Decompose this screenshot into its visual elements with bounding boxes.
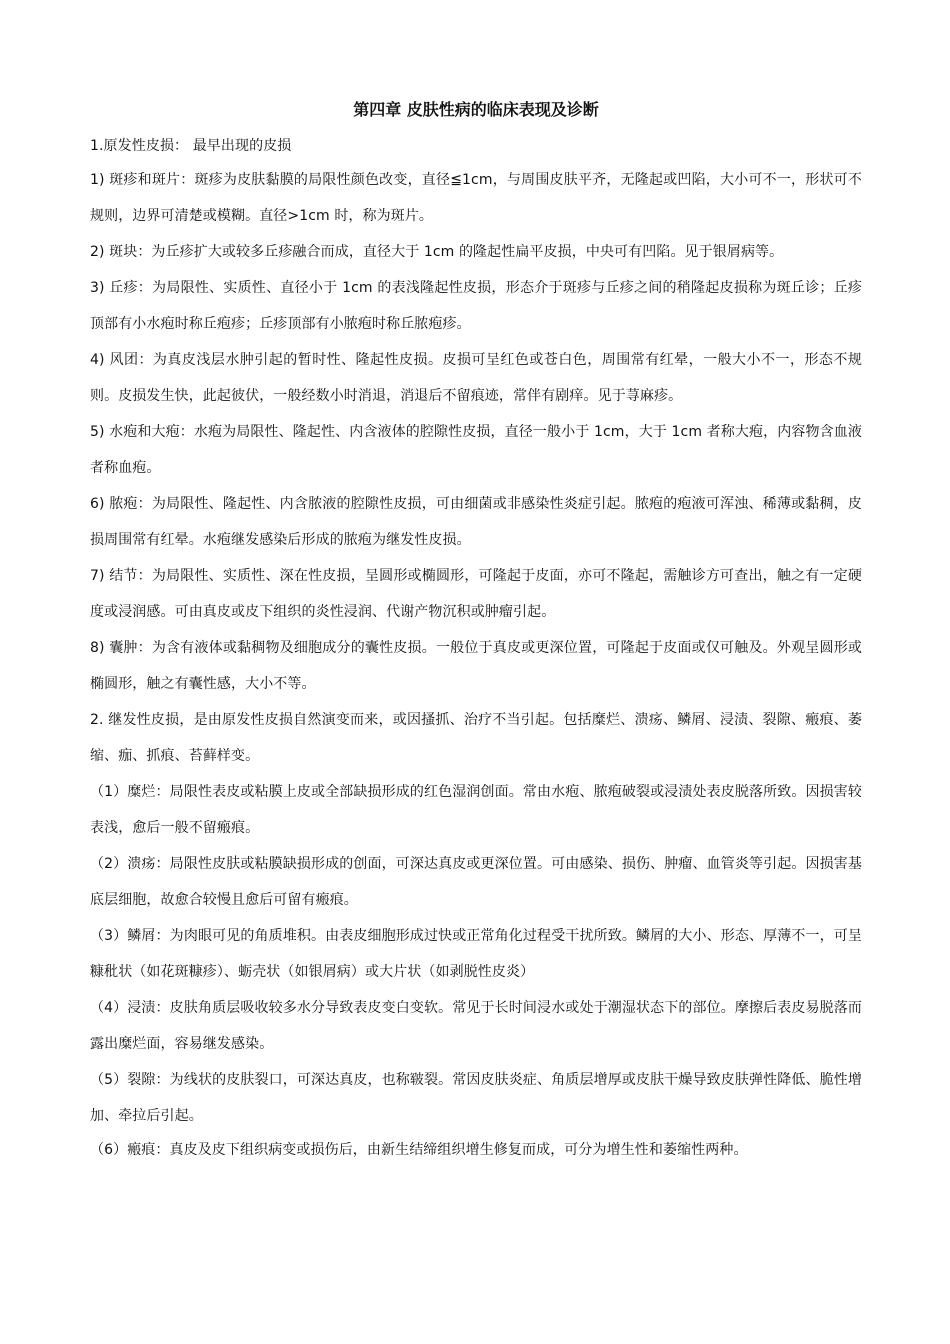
paragraph-pustule: 6) 脓疱：为局限性、隆起性、内含脓液的腔隙性皮损，可由细菌或非感染性炎症引起。脓疱的疱液可浑浊、稀薄或黏稠，皮损周围常有红晕。水疱继发感染后形成的脓疱为继发性皮损。 xyxy=(90,496,862,548)
paragraph-plaque: 2) 斑块：为丘疹扩大或较多丘疹融合而成，直径大于 1cm 的隆起性扁平皮损，中央可有凹陷。见于银屑病等。 xyxy=(90,244,784,260)
paragraph-nodule: 7) 结节：为局限性、实质性、深在性皮损，呈圆形或椭圆形，可隆起于皮面，亦可不隆起，需触诊方可查出，触之有一定硬度或浸润感。可由真皮或皮下组织的炎性浸润、代谢产物沉积或肿瘤引起。 xyxy=(90,568,862,620)
section-heading-primary: 1.原发性皮损： 最早出现的皮损 xyxy=(90,138,292,154)
section-heading-secondary: 2. 继发性皮损，是由原发性皮损自然演变而来，或因搔抓、治疗不当引起。包括糜烂、溃疡、鳞屑、浸渍、裂隙、瘢痕、萎缩、痂、抓痕、苔藓样变。 xyxy=(90,712,862,764)
paragraph-wheal: 4) 风团：为真皮浅层水肿引起的暂时性、隆起性皮损。皮损可呈红色或苍白色，周围常有红晕，一般大小不一，形态不规则。皮损发生快，此起彼伏，一般经数小时消退，消退后不留痕迹，常伴有剧痒。见于荨麻疹。 xyxy=(90,352,862,404)
paragraph-macule: 1) 斑疹和斑片：斑疹为皮肤黏膜的局限性颜色改变，直径≦1cm，与周围皮肤平齐，无隆起或凹陷，大小可不一，形状可不规则，边界可清楚或模糊。直径>1cm 时，称为斑片。 xyxy=(90,172,862,224)
paragraph-papule: 3) 丘疹：为局限性、实质性、直径小于 1cm 的表浅隆起性皮损，形态介于斑疹与丘疹之间的稍隆起皮损称为斑丘诊；丘疹顶部有小水疱时称丘疱疹；丘疹顶部有小脓疱时称丘脓疱疹。 xyxy=(90,280,862,332)
paragraph-cyst: 8) 囊肿：为含有液体或黏稠物及细胞成分的囊性皮损。一般位于真皮或更深位置，可隆起于皮面或仅可触及。外观呈圆形或椭圆形，触之有囊性感，大小不等。 xyxy=(90,640,862,692)
paragraph-erosion: （1）糜烂：局限性表皮或粘膜上皮或全部缺损形成的红色湿润创面。常由水疱、脓疱破裂或浸渍处表皮脱落所致。因损害较表浅，愈后一般不留瘢痕。 xyxy=(90,784,862,836)
paragraph-vesicle: 5) 水疱和大疱：水疱为局限性、隆起性、内含液体的腔隙性皮损，直径一般小于 1cm，大于 1cm 者称大疱，内容物含血液者称血疱。 xyxy=(90,424,862,476)
paragraph-scar: （6）瘢痕：真皮及皮下组织病变或损伤后，由新生结缔组织增生修复而成，可分为增生性和萎缩性两种。 xyxy=(90,1142,748,1158)
chapter-title: 第四章 皮肤性病的临床表现及诊断 xyxy=(353,100,599,119)
paragraph-scale: （3）鳞屑：为肉眼可见的角质堆积。由表皮细胞形成过快或正常角化过程受干扰所致。鳞屑的大小、形态、厚薄不一，可呈糠秕状（如花斑糠疹）、蛎壳状（如银屑病）或大片状（如剥脱性皮炎） xyxy=(90,928,862,980)
paragraph-maceration: （4）浸渍：皮肤角质层吸收较多水分导致表皮变白变软。常见于长时间浸水或处于潮湿状态下的部位。摩擦后表皮易脱落而露出糜烂面，容易继发感染。 xyxy=(90,1000,862,1052)
paragraph-fissure: （5）裂隙：为线状的皮肤裂口，可深达真皮，也称皲裂。常因皮肤炎症、角质层增厚或皮肤干燥导致皮肤弹性降低、脆性增加、牵拉后引起。 xyxy=(90,1072,862,1124)
document-page xyxy=(90,96,862,1166)
paragraph-ulcer: （2）溃疡：局限性皮肤或粘膜缺损形成的创面，可深达真皮或更深位置。可由感染、损伤、肿瘤、血管炎等引起。因损害基底层细胞，故愈合较慢且愈后可留有瘢痕。 xyxy=(90,856,862,908)
